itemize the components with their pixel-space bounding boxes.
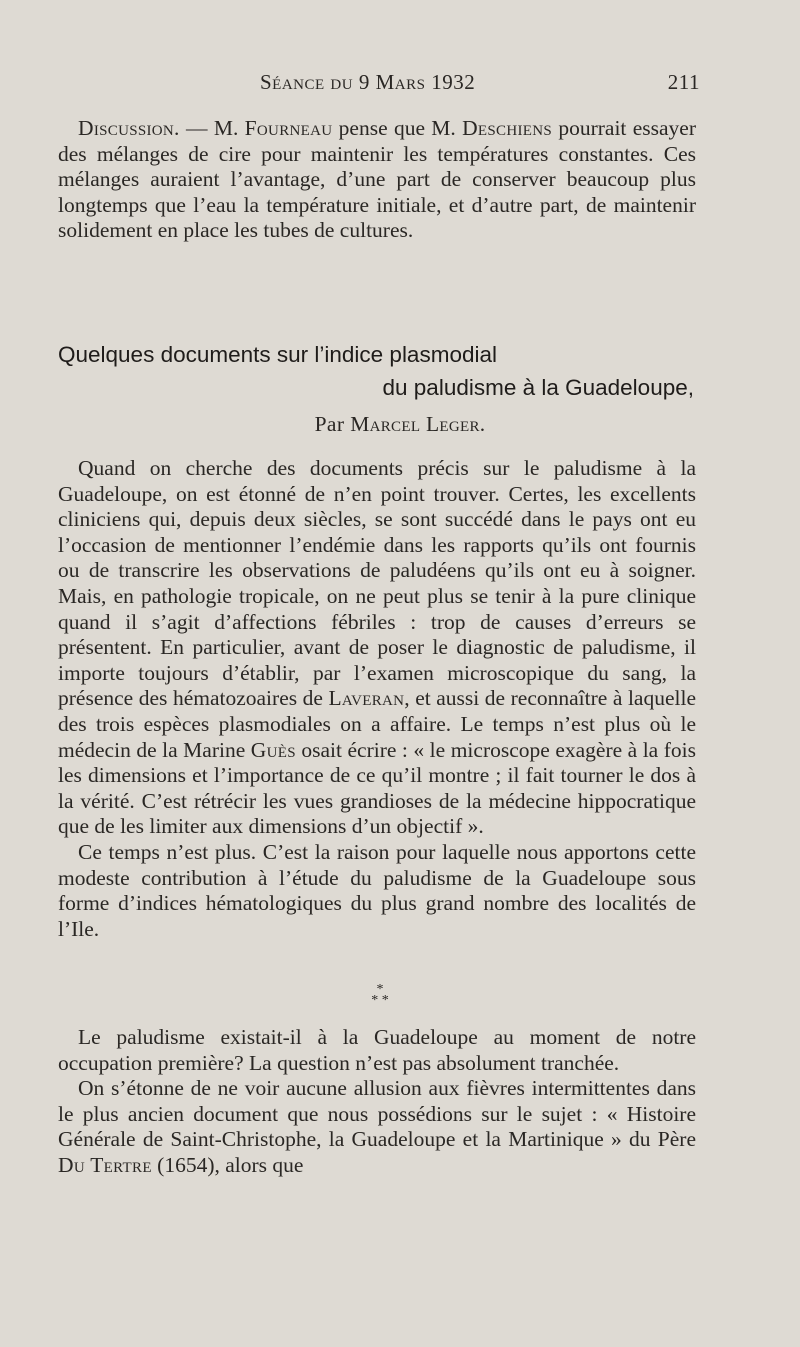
- discussion-dash: — M.: [179, 116, 245, 140]
- paragraph: [58, 456, 696, 840]
- paragraph-text: osait écrire : « le microscope exagère à la fois les dimensions et l’importance de ce qu’il montre ; il fait tourner le dos à la vérité. C’est rétrécir les vues grandioses de la médecine hippocratique que de les limiter aux dimensions d’un objectif ».: [58, 737, 696, 839]
- byline-prefix: Par: [314, 412, 351, 436]
- paragraph-text: Quand on cherche des documents précis sur le paludisme à la Guadeloupe, on est étonné de n’en point trouver. Certes, les excellents cliniciens qui, depuis deux siècles, se sont succédé dans le pays ont eu l’occasion de mentionner l’endémie dans les rapports qu’ils ont fournis ou de transcrire les observations de paludéens qu’ils ont eu à soigner. Mais, en pathologie tropicale, on ne peut plus se tenir à la pure clinique quand il s’agit d’affections fébriles : trop de causes d’erreurs se présentent. En particulier, avant de poser le diagnostic de paludisme, il importe toujours d’établir, par l’examen microscopique du sang, la présence des hématozoaires de: [58, 456, 696, 711]
- article-byline: [0, 412, 800, 437]
- paragraph: Ce temps n’est plus. C’est la raison pour laquelle nous apportons cette modeste contribution à l’étude du paludisme de la Guadeloupe sous forme d’indices hématologiques du plus grand nombre des localités de l’Ile.: [58, 839, 696, 941]
- article-body-part-2: [58, 1025, 696, 1179]
- asterism-top: *: [376, 982, 384, 997]
- article-title-line-2: du paludisme à la Guadeloupe,: [382, 375, 694, 400]
- discussion-text: pourrait essayer des mélanges de cire pour maintenir les températures constantes. Ces mélanges auraient l’avantage, d’une part de conserver beaucoup plus longtemps que l’eau la température initiale, et d’autre part, de maintenir solidement en place les tubes de cultures.: [58, 116, 696, 243]
- article-title: [58, 338, 696, 404]
- person-name: Fourneau: [244, 116, 333, 140]
- discussion-label: Discussion.: [78, 116, 180, 140]
- paragraph: [58, 1076, 696, 1178]
- article-body-part-1: [58, 456, 696, 942]
- asterism-bottom: * *: [371, 993, 389, 1008]
- paragraph: Le paludisme existait-il à la Guadeloupe au moment de notre occupation première? La question n’est pas absolument tranchée.: [58, 1025, 696, 1075]
- person-name: Laveran: [328, 686, 405, 711]
- article-title-line-1: Quelques documents sur l’indice plasmodial: [58, 342, 497, 367]
- section-separator-asterism: [350, 984, 410, 1006]
- person-name: Guès: [250, 737, 296, 762]
- paragraph-text: On s’étonne de ne voir aucune allusion aux fièvres intermittentes dans le plus ancien document que nous possédions sur le sujet : « Histoire Générale de Saint-Christophe, la Guadeloupe et la Martinique » du Père: [58, 1076, 696, 1152]
- running-title: Séance du 9 Mars 1932: [260, 70, 476, 94]
- paragraph-text: (1654), alors que: [151, 1152, 304, 1177]
- person-name: Du Tertre: [58, 1152, 152, 1177]
- discussion-text: pense que M.: [332, 116, 463, 140]
- person-name: Deschiens: [462, 116, 553, 140]
- author-name: Marcel Leger.: [350, 412, 486, 436]
- page-number: 211: [667, 70, 700, 94]
- discussion-paragraph: [58, 116, 696, 244]
- paragraph-text: , et aussi de reconnaître à laquelle des trois espèces plasmodiales on a affaire. Le temps n’est plus où le médecin de la Marine: [58, 686, 697, 762]
